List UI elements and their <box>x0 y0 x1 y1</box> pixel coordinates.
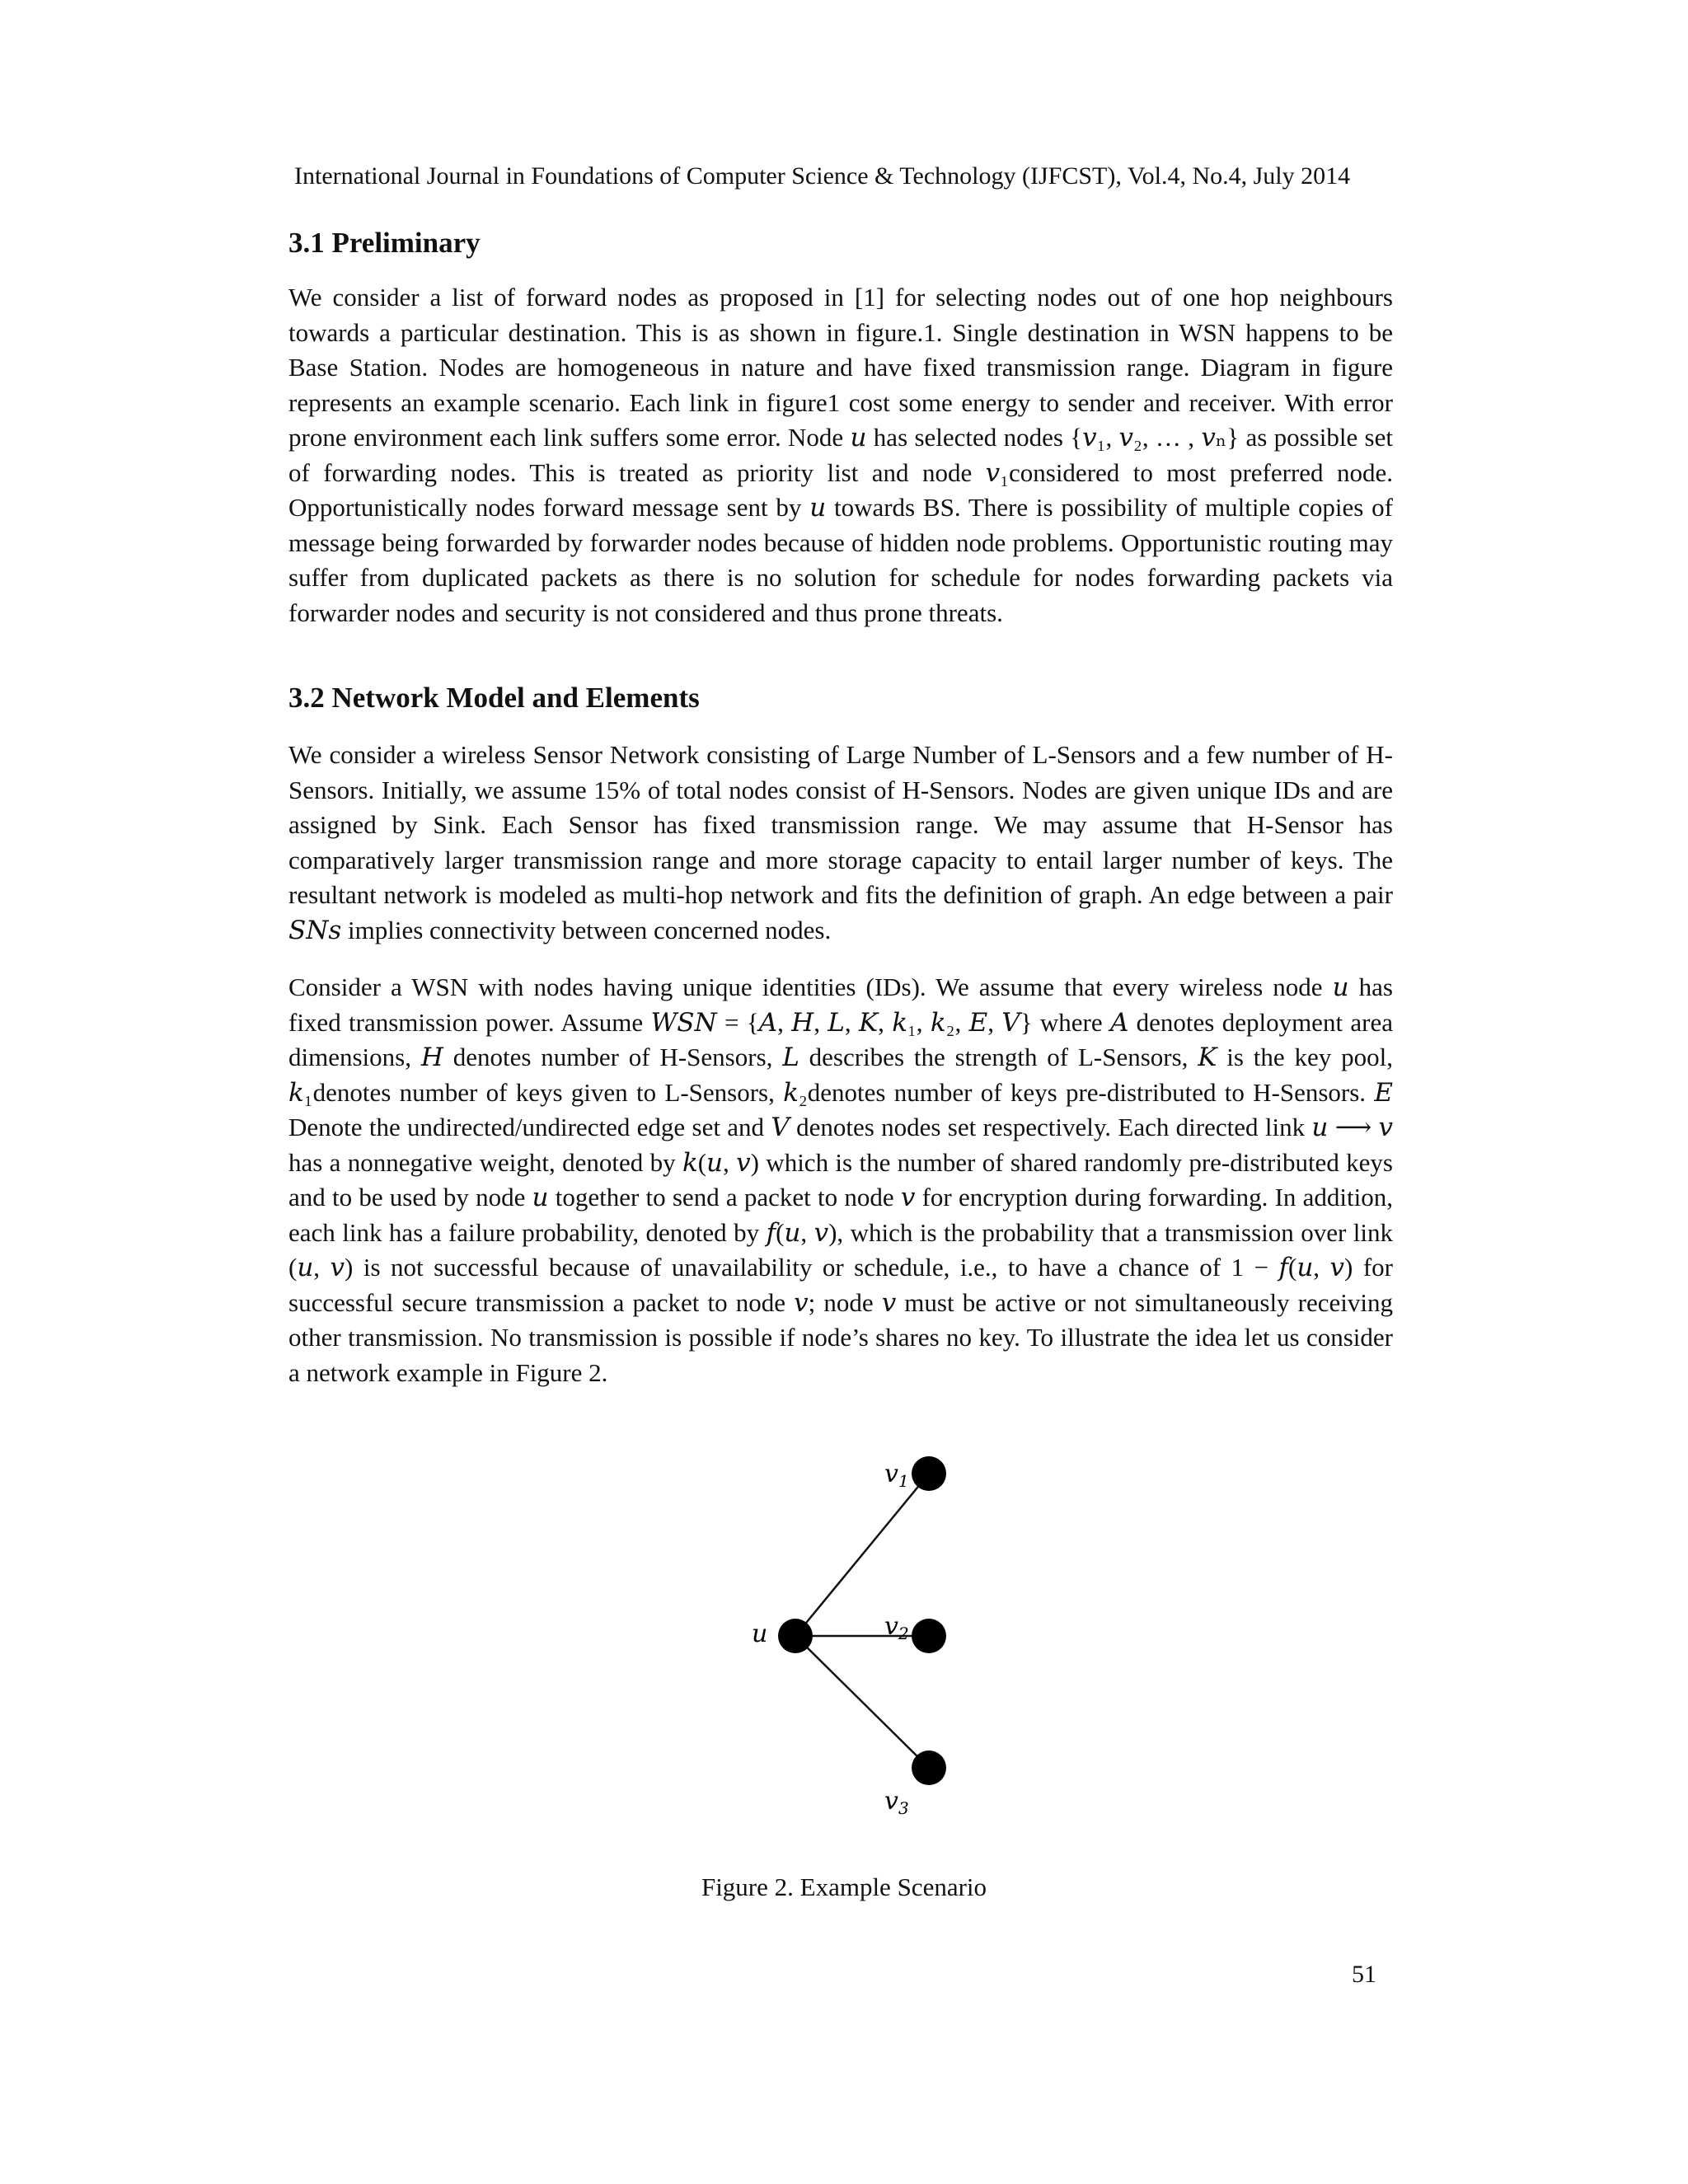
network-diagram <box>717 1451 981 1846</box>
figure-example-scenario <box>717 1451 981 1846</box>
paragraph-preliminary: We consider a list of forward nodes as proposed in [1] for selecting nodes out of one hop neighbours towards a particular destination. This is as shown in figure.1. Single destination in WSN happens to be Base Station. Nodes are homogeneous in nature and have fixed transmission range. Diagram in figure represents an example scenario. Each link in figure1 cost some energy to sender and receiver. With error prone environment each link suffers some error. Node 𝑢 has selected nodes {𝑣₁, 𝑣₂, … , 𝑣ₙ} as possible set of forwarding nodes. This is treated as priority list and node 𝑣₁considered to most preferred node. Opportunistically nodes forward message sent by 𝑢 towards BS. There is possibility of multiple copies of message being forwarded by forwarder nodes because of hidden node problems. Opportunistic routing may suffer from duplicated packets as there is no solution for schedule for nodes forwarding packets via forwarder nodes and security is not considered and thus prone threats. <box>288 283 1393 627</box>
node-u <box>778 1619 813 1653</box>
node-v1 <box>912 1456 946 1491</box>
node-v2 <box>912 1619 946 1653</box>
section-heading-preliminary: 3.1 Preliminary <box>288 227 481 259</box>
node-label-v1: $v_1$ <box>884 1460 909 1491</box>
paragraph-network-model-1: We consider a wireless Sensor Network consisting of Large Number of L-Sensors and a few number of H-Sensors. Initially, we assume 15% of total nodes consist of H-Sensors. Nodes are given unique IDs and are assigned by Sink. Each Sensor has fixed transmission range. We may assume that H-Sensor has comparatively larger transmission range and more storage capacity to entail larger number of keys. The resultant network is modeled as multi-hop network and fits the definition of graph. An edge between a pair 𝑆𝑁𝑠 implies connectivity between concerned nodes. <box>288 740 1393 944</box>
running-header: International Journal in Foundations of Computer Science & Technology (IJFCST), Vol.4, No.4, July 2014 <box>294 162 1351 190</box>
node-v3 <box>912 1750 946 1785</box>
section-heading-network-model: 3.2 Network Model and Elements <box>288 682 700 714</box>
figure-caption: Figure 2. Example Scenario <box>701 1872 987 1901</box>
node-label-v2: $v_2$ <box>884 1612 909 1643</box>
node-label-v3: $v_3$ <box>884 1787 909 1818</box>
page-number: 51 <box>1352 1961 1376 1988</box>
edge-u-v3 <box>795 1636 929 1768</box>
node-label-u: u <box>752 1619 768 1648</box>
paragraph-network-model-2: Consider a WSN with nodes having unique identities (IDs). We assume that every wireless node 𝑢 has fixed transmission power. Assume 𝑊𝑆𝑁 = {𝐴, 𝐻, 𝐿, 𝐾, 𝑘₁, 𝑘₂, 𝐸, 𝑉} where 𝐴 denotes deployment area dimensions, 𝐻 denotes number of H-Sensors, 𝐿 describes the strength of L-Sensors, 𝐾 is the key pool, 𝑘₁denotes number of keys given to L-Sensors, 𝑘₂denotes number of keys pre-distributed to H-Sensors. 𝐸 Denote the undirected/undirected edge set and 𝑉 denotes nodes set respectively. Each directed link 𝑢 ⟶ 𝑣 has a nonnegative weight, denoted by 𝑘(𝑢, 𝑣) which is the number of shared randomly pre-distributed keys and to be used by node 𝑢 together to send a packet to node 𝑣 for encryption during forwarding. In addition, each link has a failure probability, denoted by 𝑓(𝑢, 𝑣), which is the probability that a transmission over link (𝑢, 𝑣) is not successful because of unavailability or schedule, i.e., to have a chance of 1 − 𝑓(𝑢, 𝑣) for successful secure transmission a packet to node 𝑣; node 𝑣 must be active or not simultaneously receiving other transmission. No transmission is possible if node’s shares no key. To illustrate the idea let us consider a network example in Figure 2. <box>288 972 1394 1387</box>
edge-u-v1 <box>795 1474 929 1636</box>
